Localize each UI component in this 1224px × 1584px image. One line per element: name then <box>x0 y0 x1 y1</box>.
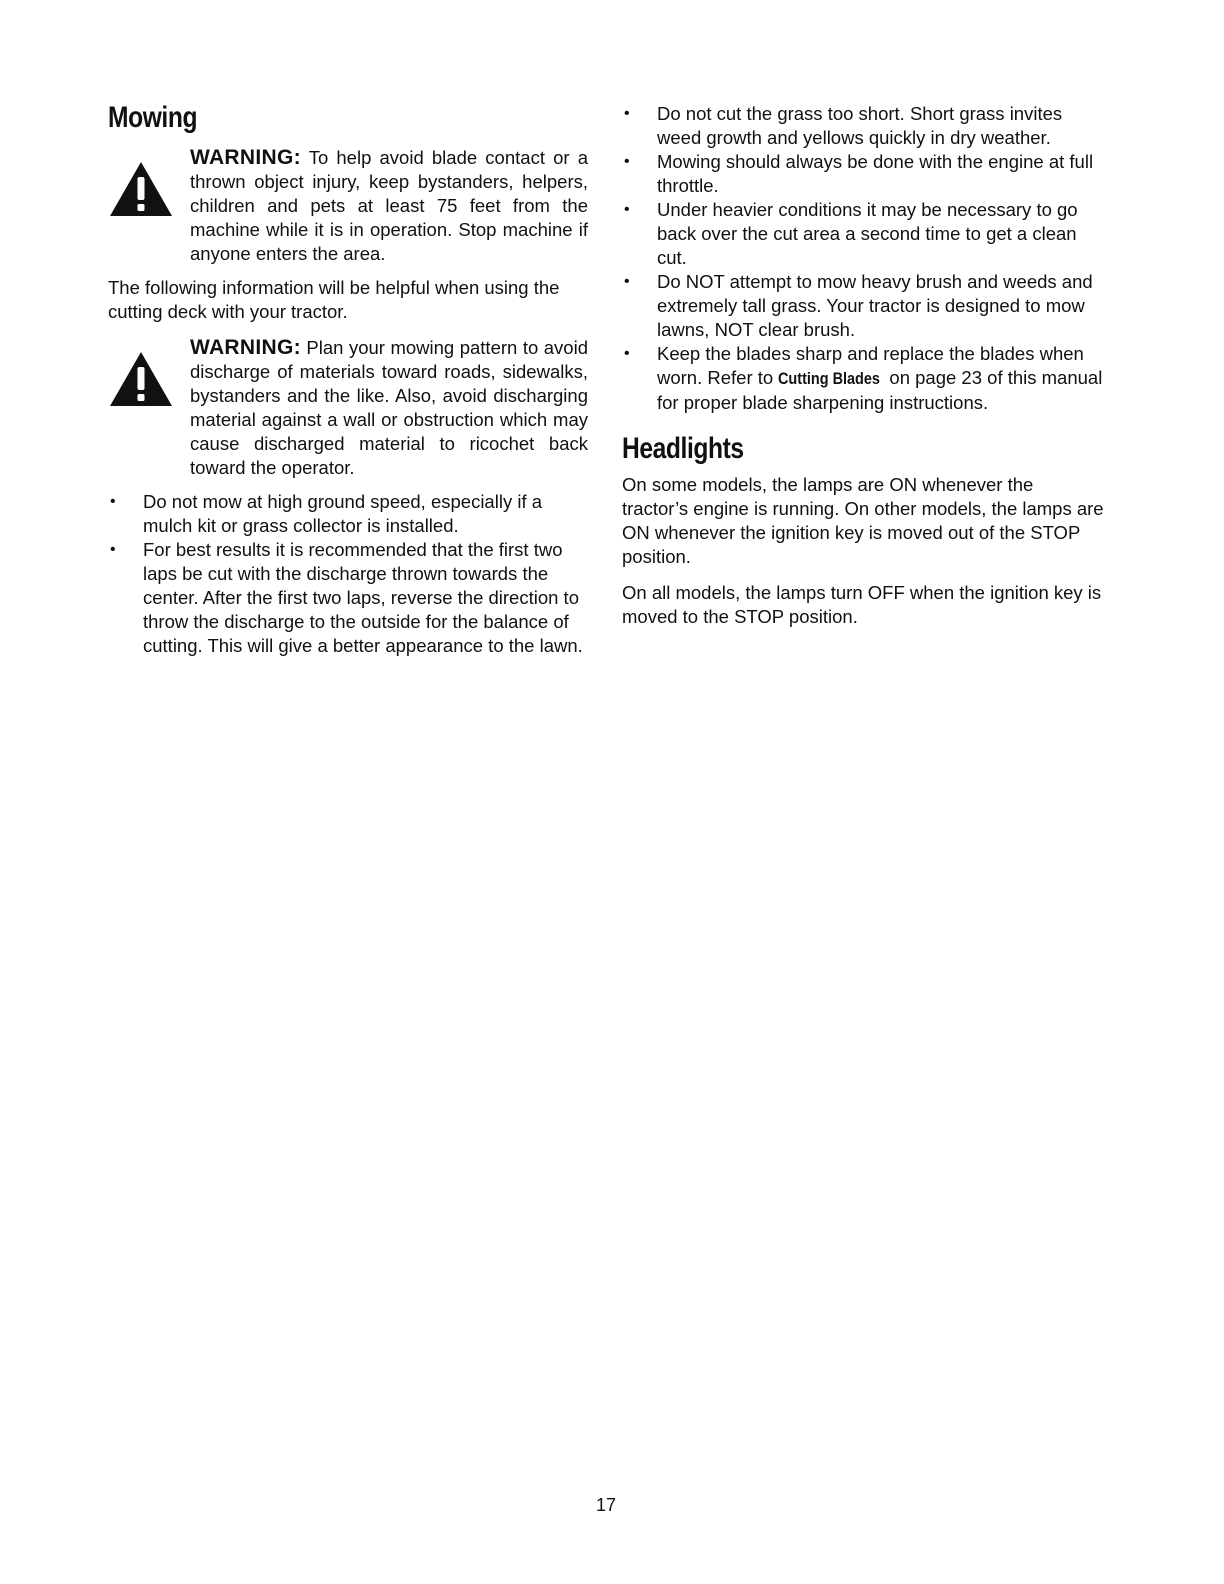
cutting-blades-reference: Cutting Blades <box>778 369 881 388</box>
headlights-heading: Headlights <box>622 432 744 465</box>
list-item: • Under heavier conditions it may be necessary to go back over the cut area a second time to get a clean cut. <box>624 199 1078 268</box>
warning-triangle-icon <box>108 350 174 408</box>
list-item: • Do not cut the grass too short. Short grass invites weed growth and yellows quickly in dry weather. <box>624 103 1063 148</box>
cutting-deck-intro: The following information will be helpful when using the cutting deck with your tractor. <box>108 277 560 322</box>
warning-triangle-icon <box>108 160 174 218</box>
bullet-icon: • <box>624 201 630 218</box>
bullet-icon: • <box>110 493 116 510</box>
warning-label: WARNING: <box>190 336 301 359</box>
headlights-paragraph: On some models, the lamps are ON whenever the tractor’s engine is running. On other models, the lamps are ON whenever the ignition key is moved out of the STOP position. <box>622 474 1104 567</box>
bullet-icon: • <box>624 273 630 290</box>
right-column <box>622 102 1104 641</box>
list-item: • Keep the blades sharp and replace the blades when worn. Refer to Cutting Blades on page 23 of this manual for proper blade sharpening instructions. <box>624 343 1103 413</box>
list-item: • Do NOT attempt to mow heavy brush and weeds and extremely tall grass. Your tractor is designed to mow lawns, NOT clear brush. <box>624 271 1093 340</box>
left-column <box>108 98 588 658</box>
bullet-icon: • <box>110 541 116 558</box>
warning-label: WARNING: <box>190 146 301 169</box>
warning-body: To help avoid blade contact or a thrown object injury, keep bystanders, helpers, children and pets at least 75 feet from the machine while it is in operation. Stop machine if anyone enters the area. <box>190 147 588 264</box>
warning-text <box>190 336 588 480</box>
bullet-icon: • <box>624 345 630 362</box>
warning-text <box>190 146 588 266</box>
mowing-heading: Mowing <box>108 101 198 134</box>
page-number: 17 <box>595 1495 617 1515</box>
headlights-paragraph: On all models, the lamps turn OFF when the ignition key is moved to the STOP position. <box>622 582 1102 627</box>
mowing-tips-list <box>108 490 588 658</box>
warning-body: Plan your mowing pattern to avoid discharge of materials toward roads, sidewalks, bystanders and the like. Also, avoid discharging material against a wall or obstruction which may cause discharged material to ricochet back toward the operator. <box>190 337 588 478</box>
bullet-icon: • <box>624 105 630 122</box>
list-item: • Do not mow at high ground speed, especially if a mulch kit or grass collector is installed. <box>110 491 543 536</box>
bullet-icon: • <box>624 153 630 170</box>
mowing-tips-list-continued <box>622 102 1104 415</box>
list-item: • Mowing should always be done with the engine at full throttle. <box>624 151 1094 196</box>
warning-blade-contact <box>108 146 588 266</box>
list-item: • For best results it is recommended that the first two laps be cut with the discharge thrown towards the center. After the first two laps, reverse the direction to throw the discharge to the outside for the balance of cutting. This will give a better appearance to the lawn. <box>110 539 583 656</box>
warning-mowing-pattern <box>108 336 588 480</box>
